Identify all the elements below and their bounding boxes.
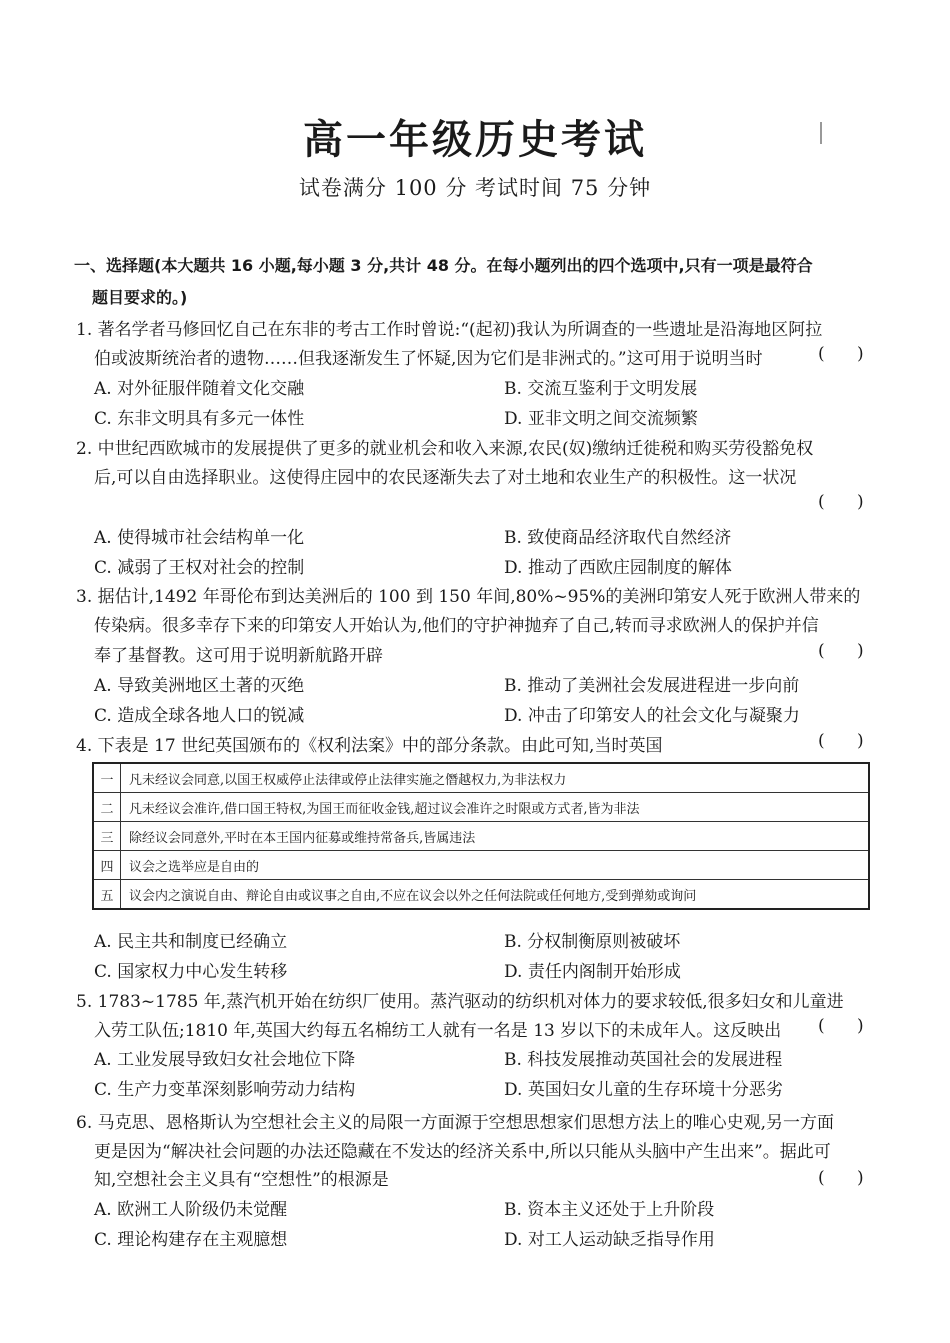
q2-option-b: B. 致使商品经济取代自然经济 [504, 528, 732, 548]
q2-answer-blank: ( ) [818, 492, 864, 512]
clause-number: 二 [93, 793, 121, 822]
q1-option-b: B. 交流互鉴利于文明发展 [504, 379, 698, 399]
table-row [93, 822, 869, 851]
q6-answer-blank: ( ) [818, 1168, 864, 1188]
q1-option-d: D. 亚非文明之间交流频繁 [504, 409, 698, 429]
q1-answer-blank: ( ) [818, 344, 864, 364]
q2-stem-line-1: 2. 中世纪西欧城市的发展提供了更多的就业机会和收入来源,农民(奴)缴纳迁徙税和购买劳役豁免权 [76, 439, 814, 459]
q6-stem-line-2: 更是因为“解决社会问题的办法还隐藏在不发达的经济关系中,所以只能从头脑中产生出来”。据此可 [94, 1142, 831, 1162]
bill-of-rights-table [92, 762, 870, 910]
clause-text: 凡未经议会同意,以国王权威停止法律或停止法律实施之僭越权力,为非法权力 [121, 763, 870, 793]
table-row [93, 880, 869, 910]
q6-stem-line-3: 知,空想社会主义具有“空想性”的根源是 [94, 1170, 389, 1190]
q1-option-c: C. 东非文明具有多元一体性 [94, 409, 305, 429]
q3-stem-line-3: 奉了基督教。这可用于说明新航路开辟 [94, 646, 383, 666]
q3-option-b: B. 推动了美洲社会发展进程进一步向前 [504, 676, 800, 696]
q3-option-c: C. 造成全球各地人口的锐减 [94, 706, 305, 726]
q2-option-c: C. 减弱了王权对社会的控制 [94, 558, 305, 578]
exam-info: 试卷满分 100 分 考试时间 75 分钟 [298, 176, 652, 200]
q3-answer-blank: ( ) [818, 641, 864, 661]
section-instructions [74, 250, 886, 314]
clause-text: 除经议会同意外,平时在本王国内征募或维持常备兵,皆属违法 [121, 822, 870, 851]
clause-number: 三 [93, 822, 121, 851]
q3-option-a: A. 导致美洲地区土著的灭绝 [94, 676, 305, 696]
q5-option-c: C. 生产力变革深刻影响劳动力结构 [94, 1080, 356, 1100]
q2-stem-line-2: 后,可以自由选择职业。这使得庄园中的农民逐渐失去了对土地和农业生产的积极性。这一状况 [94, 468, 797, 488]
section-line-2: 题目要求的。) [92, 288, 188, 307]
q4-option-c: C. 国家权力中心发生转移 [94, 962, 288, 982]
clause-number: 一 [93, 763, 121, 793]
clause-number: 四 [93, 851, 121, 880]
q6-option-a: A. 欧洲工人阶级仍未觉醒 [94, 1200, 288, 1220]
table-row [93, 793, 869, 822]
q3-stem-line-2: 传染病。很多幸存下来的印第安人开始认为,他们的守护神抛弃了自己,转而寻求欧洲人的保护并信 [94, 616, 819, 636]
q6-stem-line-1: 6. 马克思、恩格斯认为空想社会主义的局限一方面源于空想思想家们思想方法上的唯心史观,另一方面 [76, 1113, 835, 1133]
q4-option-a: A. 民主共和制度已经确立 [94, 932, 288, 952]
q1-option-a: A. 对外征服伴随着文化交融 [94, 379, 305, 399]
q5-stem-line-2: 入劳工队伍;1810 年,英国大约每五名棉纺工人就有一名是 13 岁以下的未成年人。这反映出 [94, 1021, 782, 1041]
page-title: 高一年级历史考试 [303, 117, 647, 163]
q4-answer-blank: ( ) [818, 731, 864, 751]
q4-option-d: D. 责任内阁制开始形成 [504, 962, 681, 982]
table-row [93, 763, 869, 793]
q4-stem-line-1: 4. 下表是 17 世纪英国颁布的《权利法案》中的部分条款。由此可知,当时英国 [76, 736, 663, 756]
q6-option-b: B. 资本主义还处于上升阶段 [504, 1200, 715, 1220]
q2-option-a: A. 使得城市社会结构单一化 [94, 528, 305, 548]
clause-text: 议会内之演说自由、辩论自由或议事之自由,不应在议会以外之任何法院或任何地方,受到弹劾或询问 [121, 880, 870, 910]
q3-option-d: D. 冲击了印第安人的社会文化与凝聚力 [504, 706, 800, 726]
q5-option-a: A. 工业发展导致妇女社会地位下降 [94, 1050, 356, 1070]
q1-stem-line-1: 1. 著名学者马修回忆自己在东非的考古工作时曾说:“(起初)我认为所调查的一些遗址是沿海地区阿拉 [76, 320, 823, 340]
q5-stem-line-1: 5. 1783~1785 年,蒸汽机开始在纺织厂使用。蒸汽驱动的纺织机对体力的要求较低,很多妇女和儿童进 [76, 992, 844, 1012]
q2-option-d: D. 推动了西欧庄园制度的解体 [504, 558, 732, 578]
q5-answer-blank: ( ) [818, 1016, 864, 1036]
q6-option-d: D. 对工人运动缺乏指导作用 [504, 1230, 715, 1250]
q5-option-d: D. 英国妇女儿童的生存环境十分恶劣 [504, 1080, 783, 1100]
clause-number: 五 [93, 880, 121, 910]
q3-stem-line-1: 3. 据估计,1492 年哥伦布到达美洲后的 100 到 150 年间,80%~95%的美洲印第安人死于欧洲人带来的 [76, 587, 861, 607]
section-line-1: 一、选择题(本大题共 16 小题,每小题 3 分,共计 48 分。在每小题列出的四个选项中,只有一项是最符合 [74, 256, 813, 275]
q6-option-c: C. 理论构建存在主观臆想 [94, 1230, 288, 1250]
table-row [93, 851, 869, 880]
q4-option-b: B. 分权制衡原则被破坏 [504, 932, 681, 952]
clause-text: 凡未经议会准许,借口国王特权,为国王而征收金钱,超过议会准许之时限或方式者,皆为非法 [121, 793, 870, 822]
q5-option-b: B. 科技发展推动英国社会的发展进程 [504, 1050, 783, 1070]
clause-text: 议会之选举应是自由的 [121, 851, 870, 880]
q1-stem-line-2: 伯或波斯统治者的遗物……但我逐渐发生了怀疑,因为它们是非洲式的。”这可用于说明当时 [94, 349, 763, 369]
